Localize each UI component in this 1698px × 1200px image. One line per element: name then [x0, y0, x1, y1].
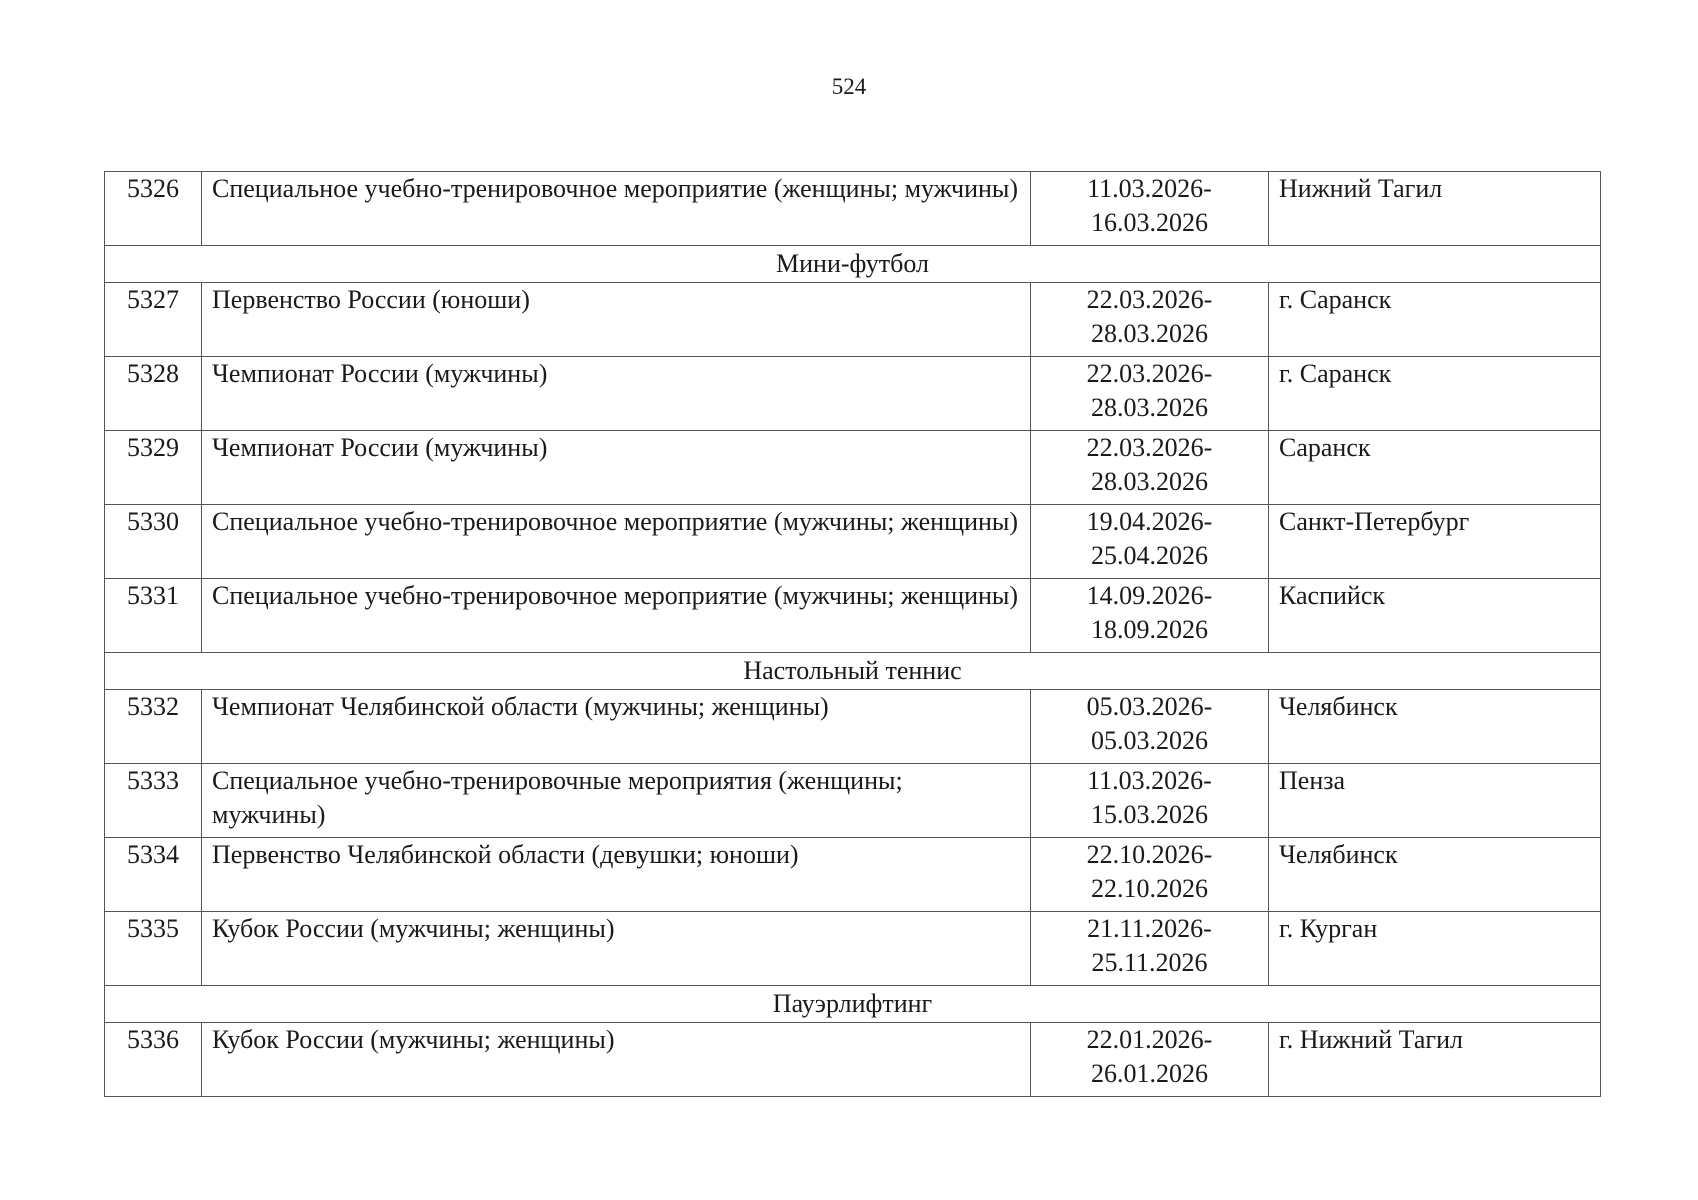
event-dates — [1031, 431, 1269, 505]
event-number: 5335 — [105, 912, 202, 986]
events-table — [104, 171, 1601, 1097]
date-end: 25.04.2026 — [1091, 541, 1208, 570]
event-name: Чемпионат России (мужчины) — [202, 431, 1031, 505]
table-row — [105, 1023, 1601, 1097]
event-dates — [1031, 764, 1269, 838]
event-number: 5330 — [105, 505, 202, 579]
event-place: Нижний Тагил — [1269, 172, 1601, 246]
event-place: г. Курган — [1269, 912, 1601, 986]
date-start: 21.11.2026- — [1087, 914, 1212, 943]
event-name: Специальное учебно-тренировочное мероприятие (мужчины; женщины) — [202, 505, 1031, 579]
date-start: 22.03.2026- — [1086, 359, 1213, 388]
event-name: Специальное учебно-тренировочное мероприятие (мужчины; женщины) — [202, 579, 1031, 653]
event-dates — [1031, 838, 1269, 912]
page-number: 524 — [831, 74, 867, 99]
date-start: 22.03.2026- — [1086, 433, 1213, 462]
event-name: Специальное учебно-тренировочное мероприятие (женщины; мужчины) — [202, 172, 1031, 246]
table-row — [105, 764, 1601, 838]
event-name: Чемпионат Челябинской области (мужчины; женщины) — [202, 690, 1031, 764]
table-row — [105, 283, 1601, 357]
event-place: Челябинск — [1269, 690, 1601, 764]
event-number: 5332 — [105, 690, 202, 764]
date-end: 28.03.2026 — [1091, 319, 1208, 348]
event-name: Первенство Челябинской области (девушки; юноши) — [202, 838, 1031, 912]
event-number: 5328 — [105, 357, 202, 431]
event-dates — [1031, 283, 1269, 357]
section-header-row — [105, 653, 1601, 690]
event-number: 5333 — [105, 764, 202, 838]
event-number: 5326 — [105, 172, 202, 246]
table-row — [105, 912, 1601, 986]
table-row — [105, 505, 1601, 579]
date-start: 11.03.2026- — [1087, 174, 1212, 203]
section-title: Пауэрлифтинг — [105, 986, 1601, 1023]
date-start: 14.09.2026- — [1086, 581, 1213, 610]
event-dates — [1031, 1023, 1269, 1097]
event-number: 5331 — [105, 579, 202, 653]
event-place: г. Саранск — [1269, 283, 1601, 357]
event-dates — [1031, 172, 1269, 246]
event-dates — [1031, 357, 1269, 431]
event-number: 5334 — [105, 838, 202, 912]
table-row — [105, 431, 1601, 505]
event-name: Кубок России (мужчины; женщины) — [202, 1023, 1031, 1097]
date-start: 05.03.2026- — [1086, 692, 1213, 721]
date-start: 22.01.2026- — [1086, 1025, 1213, 1054]
event-place: г. Саранск — [1269, 357, 1601, 431]
event-dates — [1031, 690, 1269, 764]
date-end: 25.11.2026 — [1091, 948, 1208, 977]
event-dates — [1031, 505, 1269, 579]
event-name: Первенство России (юноши) — [202, 283, 1031, 357]
date-end: 26.01.2026 — [1091, 1059, 1208, 1088]
event-dates — [1031, 579, 1269, 653]
section-title: Настольный теннис — [105, 653, 1601, 690]
table-row — [105, 357, 1601, 431]
event-name: Кубок России (мужчины; женщины) — [202, 912, 1031, 986]
event-name: Специальное учебно-тренировочные мероприятия (женщины; мужчины) — [202, 764, 1031, 838]
event-dates — [1031, 912, 1269, 986]
date-end: 15.03.2026 — [1091, 800, 1208, 829]
date-start: 22.03.2026- — [1086, 285, 1213, 314]
events-table-body — [105, 172, 1601, 1097]
event-name: Чемпионат России (мужчины) — [202, 357, 1031, 431]
section-title: Мини-футбол — [105, 246, 1601, 283]
section-header-row — [105, 986, 1601, 1023]
section-header-row — [105, 246, 1601, 283]
date-start: 22.10.2026- — [1086, 840, 1213, 869]
date-end: 28.03.2026 — [1091, 393, 1208, 422]
table-row — [105, 690, 1601, 764]
event-place: Саранск — [1269, 431, 1601, 505]
event-number: 5329 — [105, 431, 202, 505]
event-number: 5336 — [105, 1023, 202, 1097]
table-row — [105, 838, 1601, 912]
event-place: Каспийск — [1269, 579, 1601, 653]
date-start: 19.04.2026- — [1086, 507, 1213, 536]
date-end: 22.10.2026 — [1091, 874, 1208, 903]
event-place: Санкт-Петербург — [1269, 505, 1601, 579]
event-number: 5327 — [105, 283, 202, 357]
date-end: 18.09.2026 — [1091, 615, 1208, 644]
event-place: Пенза — [1269, 764, 1601, 838]
event-place: г. Нижний Тагил — [1269, 1023, 1601, 1097]
table-row — [105, 172, 1601, 246]
date-start: 11.03.2026- — [1087, 766, 1212, 795]
date-end: 28.03.2026 — [1091, 467, 1208, 496]
date-end: 16.03.2026 — [1091, 208, 1208, 237]
date-end: 05.03.2026 — [1091, 726, 1208, 755]
event-place: Челябинск — [1269, 838, 1601, 912]
table-row — [105, 579, 1601, 653]
